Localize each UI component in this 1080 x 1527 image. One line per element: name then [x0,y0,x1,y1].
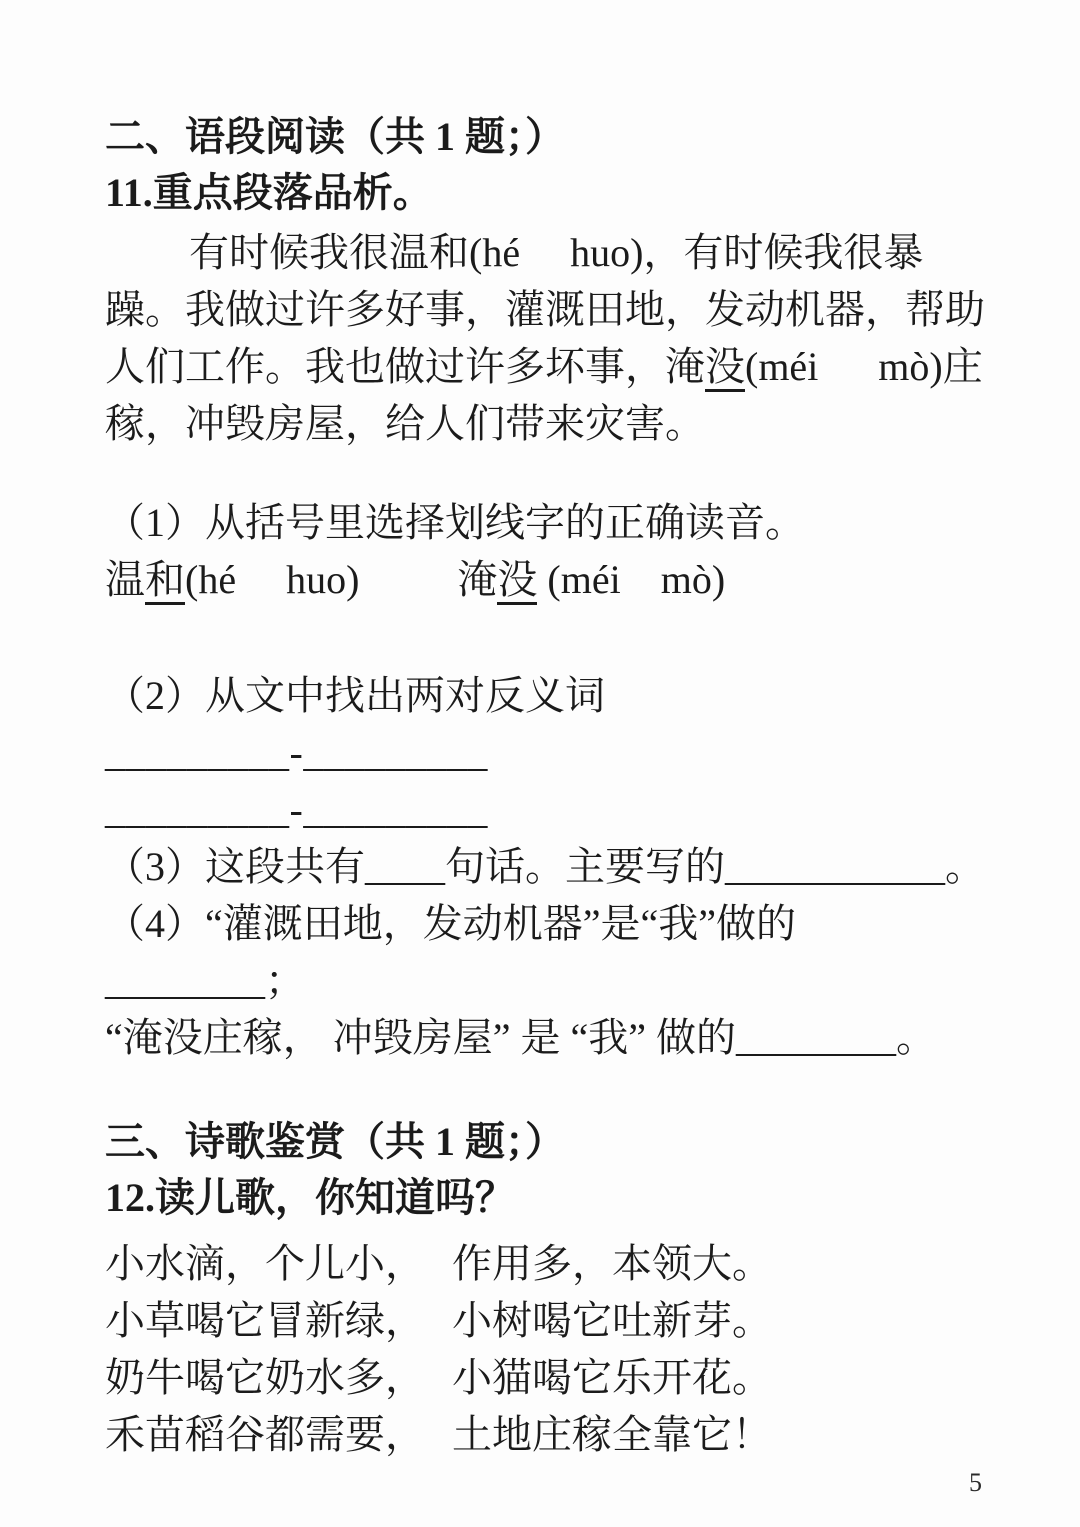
page-number: 5 [969,1468,982,1497]
underlined-character: 和 [145,557,185,605]
passage-line-3 [105,338,990,395]
poem-half-line: 作用多，本领大。 [452,1241,772,1286]
poem-half-line: 小树喝它吐新芽。 [452,1298,772,1343]
pinyin-options: (hé huo) [185,557,360,602]
reading-passage [105,224,990,452]
nursery-rhyme [105,1235,990,1463]
poem-half-line: 奶牛喝它奶水多， [105,1355,425,1400]
poem-half-line: 小猫喝它乐开花。 [452,1355,772,1400]
question-3-text: （3）这段共有 [105,844,365,889]
poem-line-3 [105,1349,990,1406]
passage-text: 人们工作。我也做过许多坏事，淹 [105,344,705,389]
question-12-title: 12.读儿歌，你知道吗？ [105,1175,515,1220]
question-3-text: 。 [945,844,985,889]
question-4-text: “淹没庄稼， 冲毁房屋” 是 “我” 做的 [105,1015,737,1060]
passage-line-2: 躁。我做过许多好事，灌溉田地，发动机器，帮助 [105,287,985,332]
question-1-word-choices [105,551,990,608]
question-2-prompt: （2）从文中找出两对反义词 [105,673,605,718]
word-text: 温 [105,557,145,602]
answer-blank-pair-1: _________-_________ [105,730,488,775]
question-4-text: （4）“灌溉田地，发动机器”是“我”做的 [105,901,797,946]
poem-half-line: 小草喝它冒新绿， [105,1298,425,1343]
question-4-line-2 [105,1009,990,1066]
answer-blank: ____ [365,844,445,889]
word-wenhe [105,557,359,605]
question-4-line-1 [105,895,990,1009]
answer-blank: ___________ [725,844,945,889]
section-poem-heading: 三、诗歌鉴赏（共 1 题；） [105,1119,565,1164]
poem-line-1 [105,1235,990,1292]
word-text: 淹 [457,557,498,602]
question-3-line [105,838,990,895]
question-1-prompt: （1）从括号里选择划线字的正确读音。 [105,500,805,545]
poem-line-2 [105,1292,990,1349]
question-3-text: 句话。主要写的 [445,844,725,889]
poem-half-line: 小水滴，个儿小， [105,1241,425,1286]
question-4-text: 。 [896,1015,937,1060]
poem-half-line: 土地庄稼全靠它！ [452,1412,772,1457]
poem-line-4 [105,1406,990,1463]
question-11-title: 11.重点段落品析。 [105,170,433,215]
section-reading-heading: 二、语段阅读（共 1 题；） [105,114,565,159]
pinyin-options: (méi mò) [537,557,726,602]
passage-line-4: 稼，冲毁房屋，给人们带来灾害。 [105,401,705,446]
passage-text: (méi mò)庄 [745,344,983,389]
answer-blank-pair-2: _________-_________ [105,787,488,832]
word-yanmo [457,557,725,602]
answer-blank: ________ [105,958,265,1003]
underlined-character: 没 [497,557,537,605]
answer-blank: ________ [736,1015,897,1060]
question-4-text: ； [265,958,305,1003]
passage-line-1: 有时候我很温和(hé huo)，有时候我很暴 [189,230,924,275]
underlined-character: 没 [705,344,745,392]
poem-half-line: 禾苗稻谷都需要， [105,1412,425,1457]
